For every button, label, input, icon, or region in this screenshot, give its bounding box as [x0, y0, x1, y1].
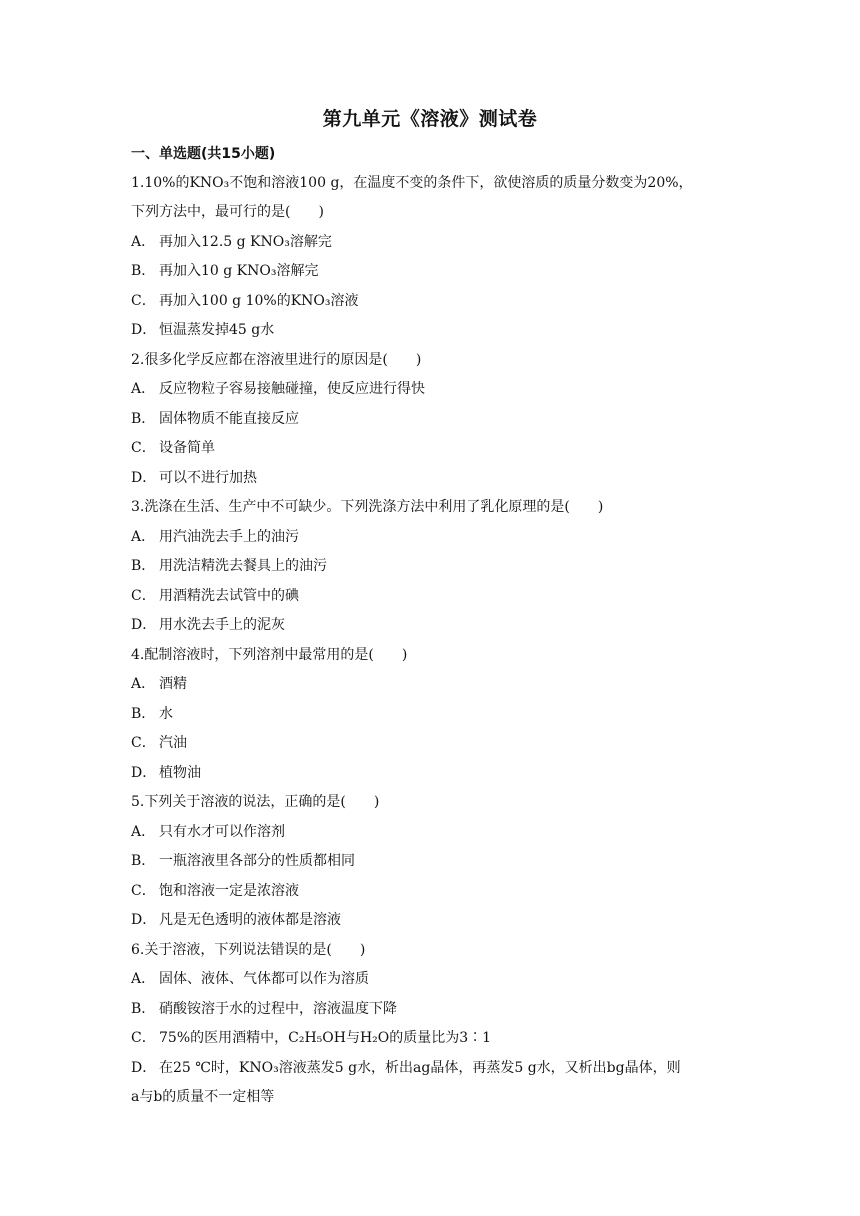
option-letter: A． [131, 676, 156, 692]
question-3-option-b [131, 556, 741, 576]
option-text: 在25 ℃时，KNO₃溶液蒸发5 g水，析出ag晶体，再蒸发5 g水，又析出bg晶体，则 [159, 1060, 681, 1076]
option-letter: D． [131, 1060, 157, 1076]
question-4-option-a [131, 674, 741, 694]
question-1-option-d [131, 320, 741, 340]
question-1-stem-cont: 下列方法中，最可行的是( ) [131, 204, 324, 220]
question-4-option-b [131, 704, 741, 724]
question-6-option-d-cont: a与b的质量不一定相等 [131, 1089, 275, 1105]
option-letter: D． [131, 470, 157, 486]
question-3-option-d [131, 615, 741, 635]
question-3-option-a [131, 527, 741, 547]
option-letter: C． [131, 440, 156, 456]
question-3-option-c [131, 586, 741, 606]
option-letter: A． [131, 824, 156, 840]
question-1-option-c [131, 291, 741, 311]
question-6-option-b [131, 999, 741, 1019]
option-letter: A． [131, 381, 156, 397]
option-letter: B． [131, 853, 156, 869]
option-letter: C． [131, 735, 156, 751]
option-text: 固体物质不能直接反应 [159, 411, 299, 427]
option-text: 酒精 [159, 676, 187, 692]
option-text: 饱和溶液一定是浓溶液 [159, 883, 299, 899]
question-6-stem: 6.关于溶液，下列说法错误的是( ) [131, 942, 366, 958]
question-4-stem: 4.配制溶液时，下列溶剂中最常用的是( ) [131, 647, 408, 663]
question-5-option-d [131, 910, 741, 930]
question-3-stem: 3.洗涤在生活、生产中不可缺少。下列洗涤方法中利用了乳化原理的是( ) [131, 499, 604, 515]
question-2-option-a [131, 379, 741, 399]
option-text: 植物油 [159, 765, 201, 781]
option-letter: B． [131, 411, 156, 427]
option-text: 凡是无色透明的液体都是溶液 [159, 912, 341, 928]
option-letter: C． [131, 293, 156, 309]
option-text: 可以不进行加热 [159, 470, 257, 486]
option-text: 固体、液体、气体都可以作为溶质 [159, 971, 369, 987]
question-1-option-a [131, 232, 741, 252]
question-5-option-a [131, 822, 741, 842]
option-text: 一瓶溶液里各部分的性质都相同 [159, 853, 355, 869]
question-6-option-a [131, 969, 741, 989]
question-2-option-c [131, 438, 741, 458]
question-5-stem: 5.下列关于溶液的说法，正确的是( ) [131, 794, 380, 810]
option-text: 反应物粒子容易接触碰撞，使反应进行得快 [159, 381, 425, 397]
question-4-option-d [131, 763, 741, 783]
option-text: 再加入100 g 10%的KNO₃溶液 [159, 293, 359, 309]
option-text: 设备简单 [159, 440, 215, 456]
option-letter: B． [131, 706, 156, 722]
option-letter: C． [131, 1030, 156, 1046]
section-heading: 一、单选题(共15小题) [131, 146, 276, 162]
option-text: 水 [159, 706, 173, 722]
option-text: 再加入10 g KNO₃溶解完 [159, 263, 319, 279]
option-letter: B． [131, 1001, 156, 1017]
option-letter: C． [131, 883, 156, 899]
option-letter: B． [131, 558, 156, 574]
option-letter: D． [131, 617, 157, 633]
option-text: 只有水才可以作溶剂 [159, 824, 285, 840]
question-4-option-c [131, 733, 741, 753]
question-5-option-b [131, 851, 741, 871]
option-text: 汽油 [159, 735, 187, 751]
option-text: 恒温蒸发掉45 g水 [159, 322, 275, 338]
question-1-option-b [131, 261, 741, 281]
option-letter: D． [131, 765, 157, 781]
question-2-stem: 2.很多化学反应都在溶液里进行的原因是( ) [131, 352, 422, 368]
option-text: 75%的医用酒精中，C₂H₅OH与H₂O的质量比为3∶1 [159, 1030, 492, 1046]
option-letter: B． [131, 263, 156, 279]
question-6-option-c [131, 1028, 741, 1048]
option-letter: D． [131, 322, 157, 338]
option-text: 用水洗去手上的泥灰 [159, 617, 285, 633]
option-text: 用洗洁精洗去餐具上的油污 [159, 558, 327, 574]
option-letter: A． [131, 529, 156, 545]
page-title: 第九单元《溶液》测试卷 [322, 108, 538, 130]
question-5-option-c [131, 881, 741, 901]
option-text: 用酒精洗去试管中的碘 [159, 588, 299, 604]
option-text: 硝酸铵溶于水的过程中，溶液温度下降 [159, 1001, 397, 1017]
question-6-option-d [131, 1058, 741, 1078]
option-letter: D． [131, 912, 157, 928]
question-2-option-d [131, 468, 741, 488]
option-letter: A． [131, 234, 156, 250]
option-text: 用汽油洗去手上的油污 [159, 529, 299, 545]
option-letter: C． [131, 588, 156, 604]
option-text: 再加入12.5 g KNO₃溶解完 [159, 234, 332, 250]
option-letter: A． [131, 971, 156, 987]
question-1-stem: 1.10%的KNO₃不饱和溶液100 g，在温度不变的条件下，欲使溶质的质量分数变为20%， [131, 175, 693, 191]
question-2-option-b [131, 409, 741, 429]
